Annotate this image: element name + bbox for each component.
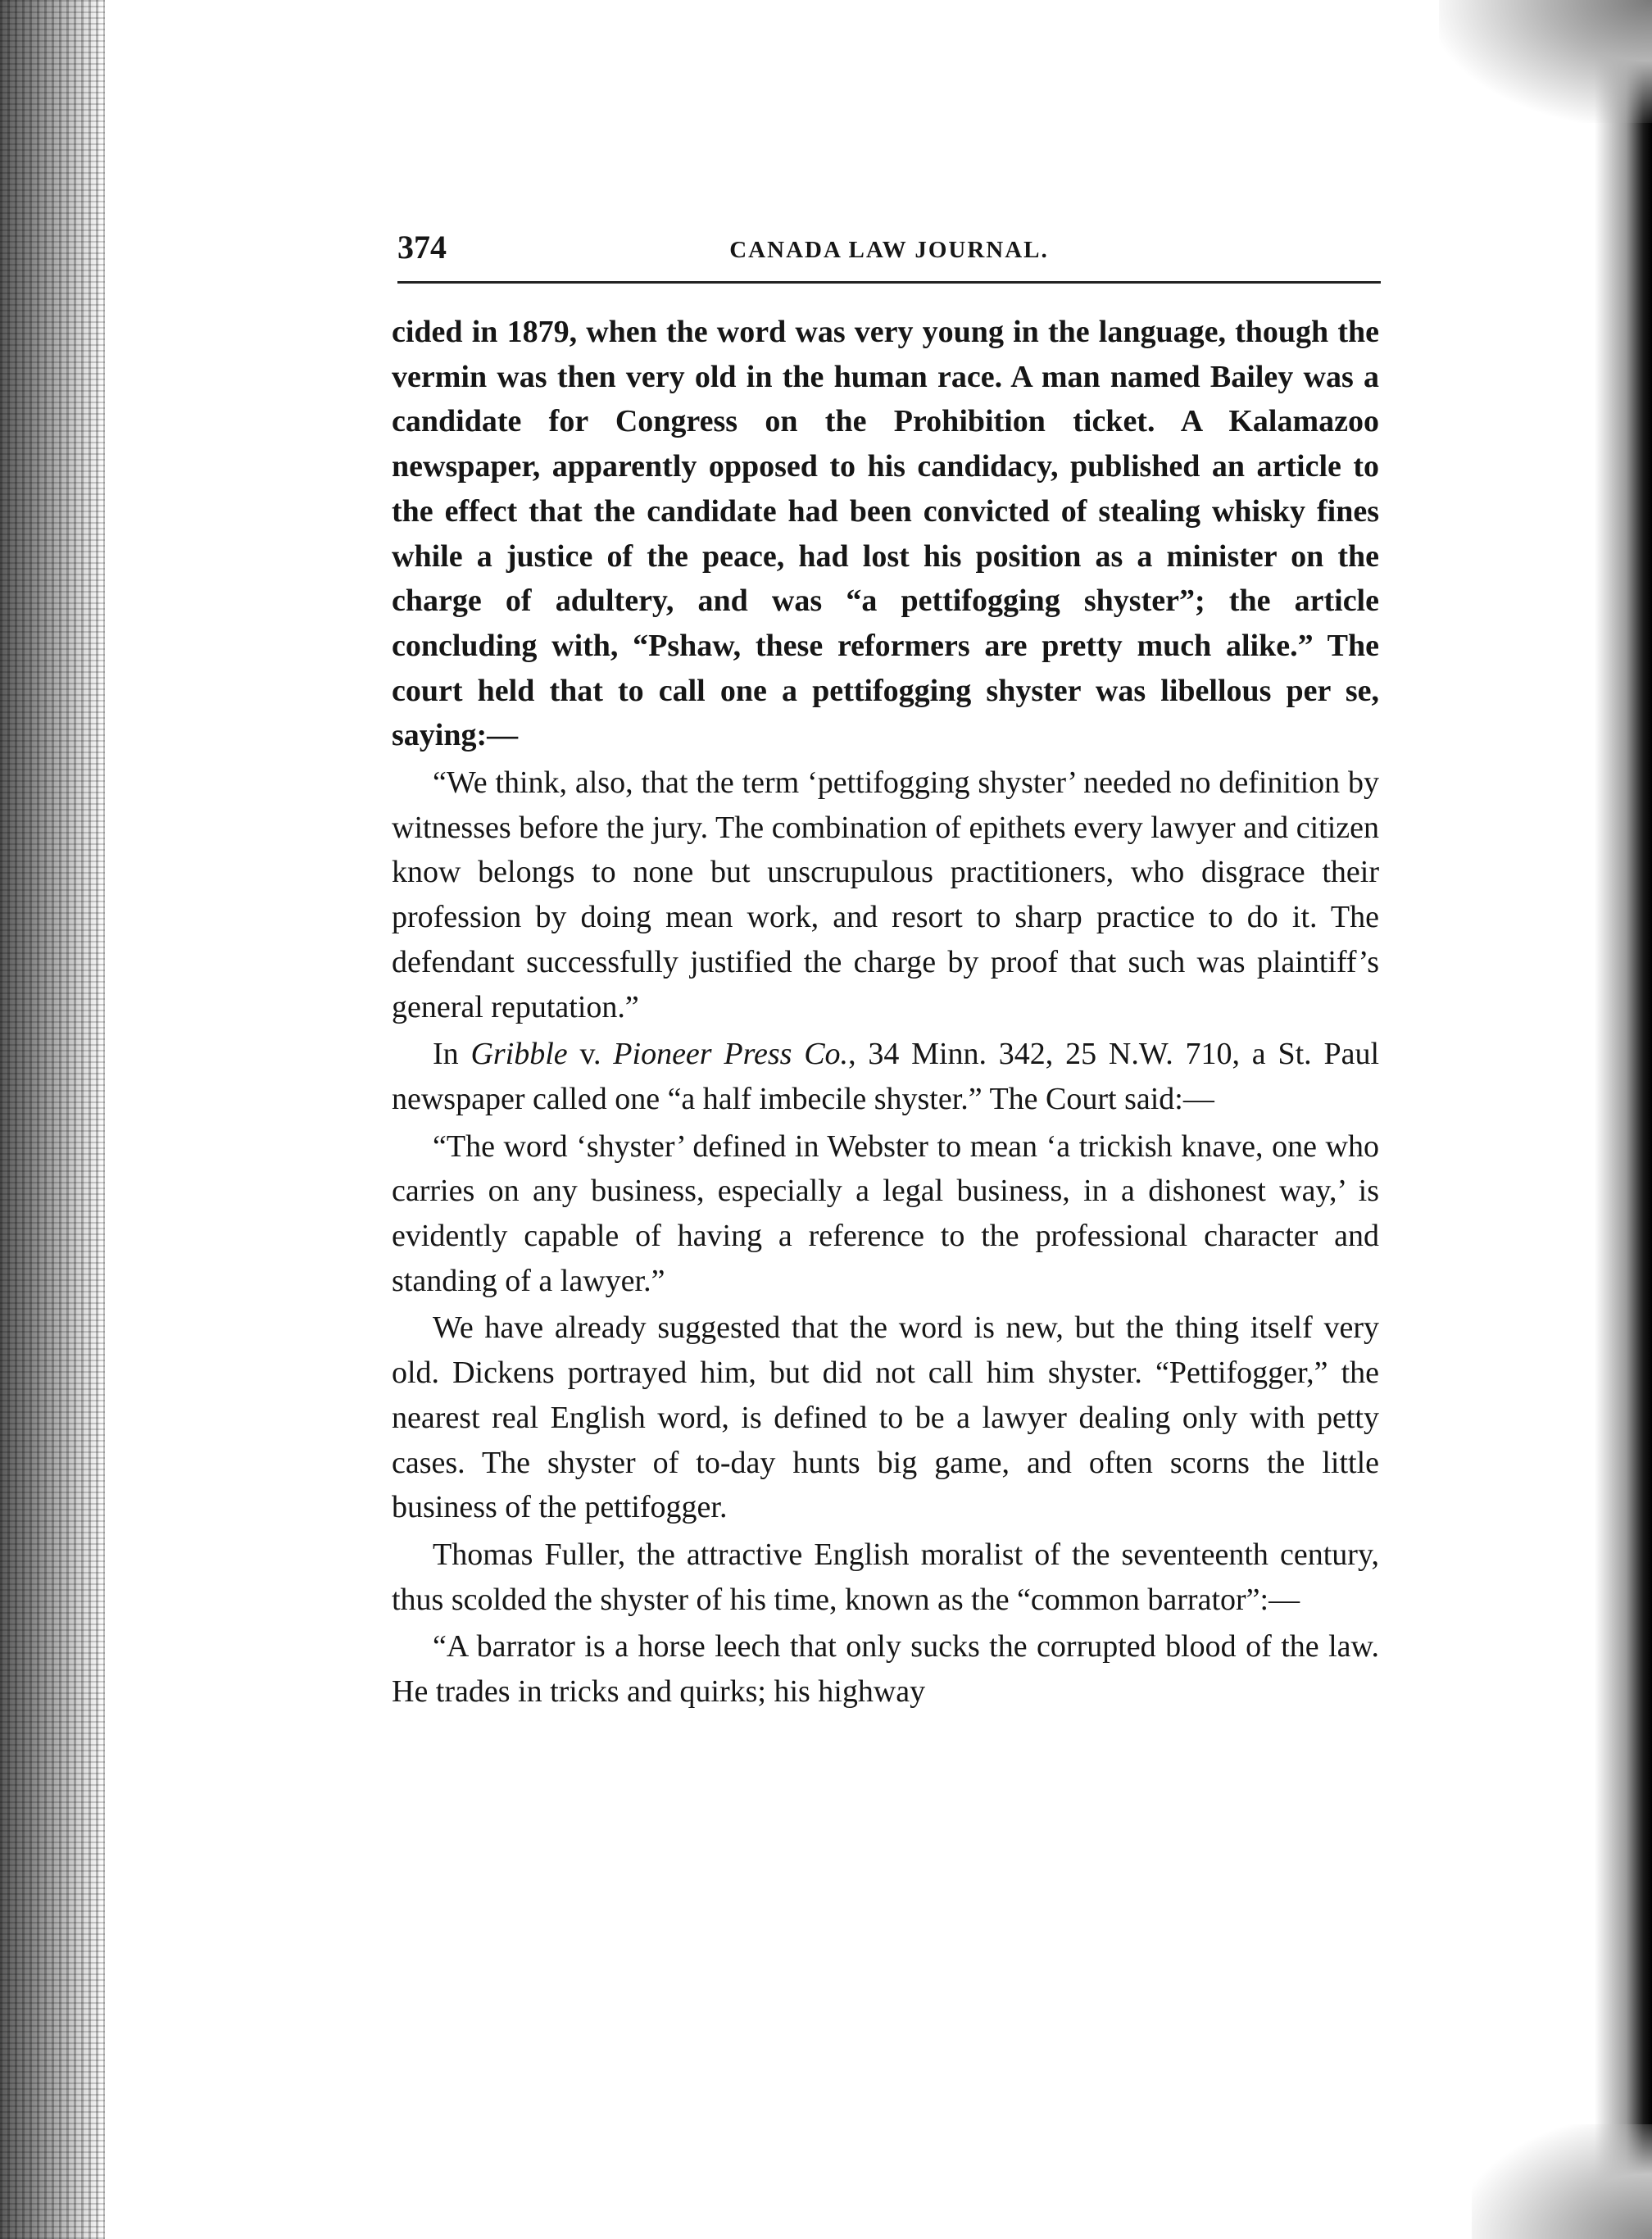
paragraph-gribble-case <box>392 1032 1379 1121</box>
paragraph-word-new: We have already suggested that the word is new, but the thing itself very old. Dickens portrayed him, but did not call him shyster. “Pettifogger,” the nearest real English word, is defined to be a lawyer dealing only with petty cases. The shyster of to-day hunts big game, and often scorns the little business of the pettifogger. <box>392 1310 1379 1525</box>
scan-right-edge-shadow <box>1595 0 1652 2239</box>
scan-bottom-right-shadow <box>1472 2124 1652 2239</box>
quote-pettifogging-shyster: “We think, also, that the term ‘pettifogging shyster’ needed no definition by witnesses before the jury. The combination of epithets every lawyer and citizen know belongs to none but unscrupulous practitioners, who disgrace their profession by doing mean work, and resort to sharp practice to do it. The defendant successfully justified the charge by proof that such was plaintiff’s general reputation.” <box>392 765 1379 1024</box>
scan-left-edge-shadow <box>0 0 105 2239</box>
quote-barrator: “A barrator is a horse leech that only sucks the corrupted blood of the law. He trades in tricks and quirks; his highway <box>392 1629 1379 1710</box>
quote-webster-definition: “The word ‘shyster’ defined in Webster to mean ‘a trickish knave, one who carries on any business, especially a legal business, in a dishonest way,’ is evidently capable of having a reference to the professional character and standing of a lawyer.” <box>392 1129 1379 1298</box>
party-pioneer-press: Pioneer Press Co. <box>613 1037 849 1072</box>
scan-top-right-shadow <box>1439 0 1652 123</box>
page-header <box>397 223 1381 272</box>
paragraph-bailey-case: cided in 1879, when the word was very young in the language, though the vermin was then very old in the human race. A man named Bailey was a candidate for Congress on the Prohibition ticket. A Kalamazoo newspaper, apparently opposed to his candidacy, published an article to the effect that the candidate had been convicted of stealing whisky fines while a justice of the peace, had lost his position as a minister on the charge of adultery, and was “a pettifogging shyster”; the article concluding with, “Pshaw, these reformers are pretty much alike.” The court held that to call one a pettifogging shyster was libellous per se, saying:— <box>392 315 1379 753</box>
case-name-gribble: Gribble <box>470 1037 568 1072</box>
page-body <box>392 310 1379 1717</box>
gribble-prefix: In <box>433 1037 471 1072</box>
page-number: 374 <box>397 229 447 266</box>
running-head: CANADA LAW JOURNAL. <box>729 237 1049 263</box>
gribble-citation: , 34 Minn. 342, 25 N.W. 710, a St. Paul newspaper called one “a half imbecile shyster.” The Court said:— <box>392 1037 1379 1116</box>
versus: v. <box>567 1037 614 1072</box>
header-divider <box>397 281 1381 284</box>
paragraph-thomas-fuller: Thomas Fuller, the attractive English moralist of the seventeenth century, thus scolded the shyster of his time, known as the “common barrator”:— <box>392 1537 1379 1617</box>
